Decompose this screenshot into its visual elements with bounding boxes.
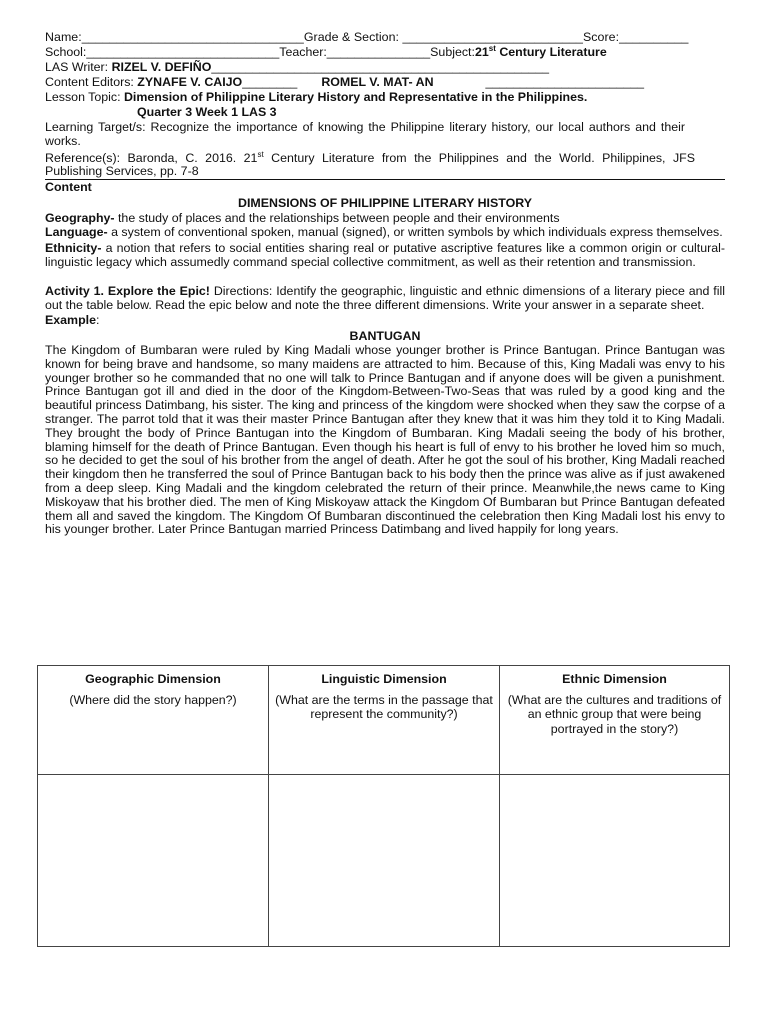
dimensions-table <box>37 665 730 947</box>
las-writer-name: RIZEL V. DEFIÑO <box>111 60 212 74</box>
geographic-dimension-header: Geographic Dimension (Where did the story happen?) <box>38 666 269 775</box>
las-writer-line: LAS Writer: RIZEL V. DEFIÑO_________________________________________________ <box>45 60 550 74</box>
epic-text: The Kingdom of Bumbaran were ruled by King Madali whose younger brother is Prince Bantugan. Prince Bantugan was known for being brave and handsome, so many maidens are attracted to him. Because of this, King Madali was envy to his younger brother so he commanded that no one will talk to Prince Bantugan and if anyone does will be given a punishment. Prince Bantugan got ill and died in the door of the Kingdom-Between-Two-Seas that was ruled by a good king and the beautiful princess Datimbang, his sister. The king and princess of the kingdom were shocked when they saw the corpse of a stranger. The parrot told that it was their master Prince Bantugan after they knew that it was him they told it to King Madali. They brought the body of Prince Bantugan into the Kingdom of Bumbaran. King Madali seeing the body of his brother, blaming himself for the death of Prince Bantugan. Even though his heart is full of envy to his brother he loved him so much, so he decided to get the soul of his brother from the angel of death. After he got the soul of his brother, King Madali reached their kingdom then he transferred the soul of Prince Bantugan back to his body then the prince was alive as if just awakened from a deep sleep. King Madali and the kingdom celebrated the return of their prince. Meanwhile,the news came to King Miskoyaw that his brother died. The men of King Miskoyaw attack the Kingdom Of Bumbaran but Prince Bantugan defeated them all and saved the kingdom. The Kingdom Of Bumbaran discontinued the celebration then King Madali lost his envy to his younger brother. Later Prince Bantugan married Princess Datimbang and lived happily for long years. <box>45 342 725 537</box>
table-header-row <box>38 666 730 775</box>
geographic-dimension-question: (Where did the story happen?) <box>69 692 237 707</box>
editor-name-1: ZYNAFE V. CAIJO <box>137 75 243 89</box>
school-teacher-fields: School:____________________________Teacher:_______________Subject: <box>45 45 475 59</box>
editor-name-2: ROMEL V. MAT- AN <box>321 75 434 89</box>
epic-title: BANTUGAN <box>349 328 421 343</box>
linguistic-answer-cell[interactable] <box>269 775 500 947</box>
reference: Reference(s): Baronda, C. 2016. 21st Century Literature from the Philippines and the World. Philippines, JFS Publishing Services, pp. 7-8 <box>45 152 725 181</box>
linguistic-dimension-header: Linguistic Dimension (What are the terms in the passage that represent the community?) <box>269 666 500 775</box>
ethnic-dimension-header: Ethnic Dimension (What are the cultures and traditions of an ethnic group that were being portrayed in the story?) <box>500 666 730 775</box>
ethnic-answer-cell[interactable] <box>500 775 730 947</box>
activity-directions: Activity 1. Explore the Epic! Directions: Identify the geographic, linguistic and ethnic dimensions of a literary piece and fill out the table below. Read the epic below and note the three different dimensions. Write your answer in a separate sheet. <box>45 284 725 313</box>
definition-language: Language- a system of conventional spoken, manual (signed), or written symbols by which individuals express themselves. <box>45 224 723 239</box>
school-line <box>45 45 725 60</box>
definition-geography: Geography- the study of places and the relationships between people and their environments <box>45 211 560 226</box>
content-heading: Content <box>45 180 92 195</box>
subject: 21st Century Literature <box>474 45 607 59</box>
lesson-topic-line: Lesson Topic: Dimension of Philippine Literary History and Representative in the Philippines. <box>45 90 588 104</box>
lesson-topic: Dimension of Philippine Literary History and Representative in the Philippines. <box>123 90 588 104</box>
quarter-label: Quarter 3 Week 1 LAS 3 <box>137 105 277 119</box>
ethnic-dimension-question: (What are the cultures and traditions of an ethnic group that were being portrayed in the story?) <box>507 692 722 736</box>
table-answer-row <box>38 775 730 947</box>
worksheet <box>45 30 725 537</box>
example-label: Example: <box>45 312 100 327</box>
learning-target: Learning Target/s: Recognize the importance of knowing the Philippine literary history, our local authors and their works. <box>45 120 685 148</box>
content-editors-line: Content Editors: ZYNAFE V. CAIJO________ ROMEL V. MAT- AN _______________________ <box>45 75 645 89</box>
content-title: DIMENSIONS OF PHILIPPINE LITERARY HISTORY <box>238 196 532 211</box>
geographic-answer-cell[interactable] <box>38 775 269 947</box>
name-line: Name:________________________________Grade & Section: __________________________Score:__________ <box>45 30 689 44</box>
definition-ethnicity: Ethnicity- a notion that refers to social entities sharing real or putative ascriptive features like a common origin or cultural-linguistic legacy which assumedly command special collective commitment, as well as their retention and transmission. <box>45 240 725 269</box>
linguistic-dimension-question: (What are the terms in the passage that represent the community?) <box>275 692 493 721</box>
